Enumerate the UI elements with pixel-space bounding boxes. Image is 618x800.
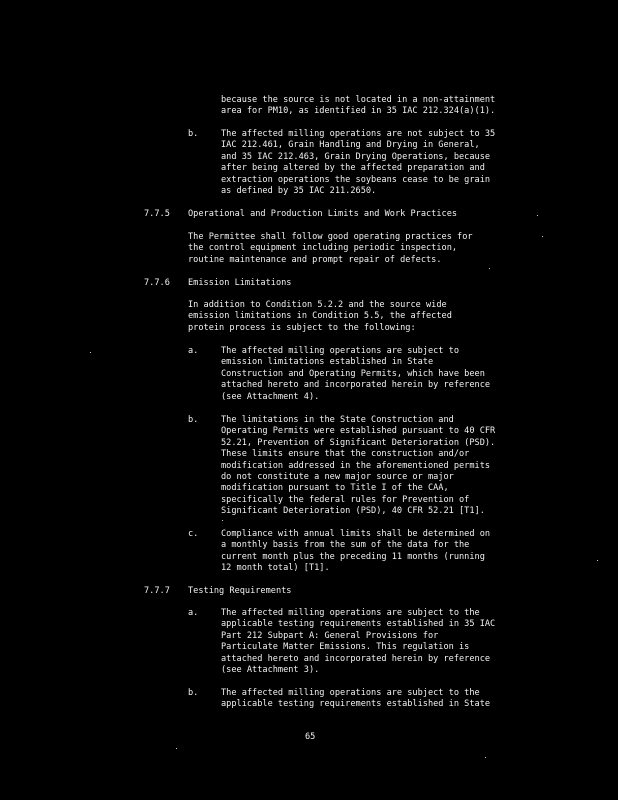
text-line: (see Attachment 3).: [221, 665, 320, 676]
text-line: a monthly basis from the sum of the data for the: [221, 540, 470, 551]
item-text: [221, 608, 495, 676]
text-line: Compliance with annual limits shall be determined on: [221, 529, 491, 539]
text-line: attached hereto and incorporated herein by reference: [221, 653, 491, 664]
page-number: 65: [305, 732, 316, 742]
item-text: [221, 529, 490, 575]
scan-speck: [176, 748, 177, 749]
item-label: a.: [188, 346, 199, 356]
text-line: because the source is not located in a non-attainment: [221, 95, 496, 105]
text-line: The affected milling operations are subject to: [221, 346, 459, 356]
section-paragraph: [188, 232, 473, 266]
scan-speck: [597, 560, 598, 561]
text-line: The Permittee shall follow good operating practices for: [188, 232, 473, 242]
section-number: 7.7.6: [144, 278, 170, 288]
text-line: attached hereto and incorporated herein by reference: [221, 380, 491, 391]
section-title: Emission Limitations: [188, 278, 292, 288]
text-line: as defined by 35 IAC 211.2650.: [221, 186, 377, 197]
item-text: [221, 415, 495, 518]
text-line: Construction and Operating Permits, which have been: [221, 368, 485, 379]
item-b-text: [221, 129, 495, 197]
text-line: do not constitute a new major source or major: [221, 472, 454, 483]
text-line: applicable testing requirements established in State: [221, 699, 491, 710]
scan-speck: [537, 215, 538, 216]
section-intro: [188, 300, 452, 334]
text-line: IAC 212.461, Grain Handling and Drying in General,: [221, 140, 480, 151]
text-line: modification pursuant to Title I of the CAA,: [221, 483, 449, 494]
text-line: current month plus the preceding 11 months (running: [221, 551, 485, 562]
text-line: extraction operations the soybeans cease to be grain: [221, 174, 491, 185]
text-line: (see Attachment 4).: [221, 391, 320, 402]
text-line: emission limitations established in State: [221, 357, 434, 368]
text-line: 52.21, Prevention of Significant Deterioration (PSD).: [221, 437, 496, 448]
item-label: b.: [188, 129, 199, 139]
text-line: Part 212 Subpart A: General Provisions for: [221, 630, 439, 641]
text-line: The affected milling operations are not subject to 35: [221, 129, 496, 139]
text-line: The limitations in the State Construction and: [221, 415, 454, 425]
scan-speck: [489, 268, 490, 269]
text-line: protein process is subject to the following:: [188, 322, 416, 333]
text-line: applicable testing requirements established in 35 IAC: [221, 619, 496, 630]
item-label: a.: [188, 608, 199, 618]
item-text: [221, 346, 490, 403]
text-line: after being altered by the affected preparation and: [221, 163, 485, 174]
continuation-text: [221, 95, 495, 118]
scan-speck: [485, 757, 486, 758]
text-line: In addition to Condition 5.2.2 and the source wide: [188, 300, 447, 310]
text-line: specifically the federal rules for Prevention of: [221, 494, 470, 505]
section-title: Testing Requirements: [188, 586, 292, 596]
text-line: Significant Deterioration (PSD), 40 CFR 52.21 [T1].: [221, 506, 485, 517]
item-label: b.: [188, 415, 199, 425]
text-line: Particulate Matter Emissions. This regulation is: [221, 642, 470, 653]
section-title: Operational and Production Limits and Work Practices: [188, 209, 458, 219]
text-line: [221, 106, 495, 117]
text-line-inner: area for PM10, as identified in 35 IAC 212.324(a)(1).: [221, 106, 496, 117]
text-line: These limits ensure that the construction and/or: [221, 449, 470, 460]
text-line: modification addressed in the aforementioned permits: [221, 460, 491, 471]
text-line: routine maintenance and prompt repair of defects.: [188, 254, 442, 265]
item-label: b.: [188, 688, 199, 698]
text-line: the control equipment including periodic inspection,: [188, 243, 458, 254]
text-line: The affected milling operations are subject to the: [221, 688, 480, 698]
text-line: The affected milling operations are subject to the: [221, 608, 480, 618]
text-line: 12 month total) [T1].: [221, 563, 330, 574]
item-label: c.: [188, 529, 199, 539]
section-number: 7.7.5: [144, 209, 170, 219]
section-number: 7.7.7: [144, 586, 170, 596]
text-line: emission limitations in Condition 5.5, the affected: [188, 311, 452, 322]
text-line: and 35 IAC 212.463, Grain Drying Operations, because: [221, 151, 491, 162]
item-text: [221, 688, 490, 711]
text-line: Operating Permits were established pursuant to 40 CFR: [221, 426, 496, 437]
scan-speck: [90, 352, 91, 353]
scan-speck: [542, 236, 543, 237]
scan-speck: [222, 520, 223, 521]
